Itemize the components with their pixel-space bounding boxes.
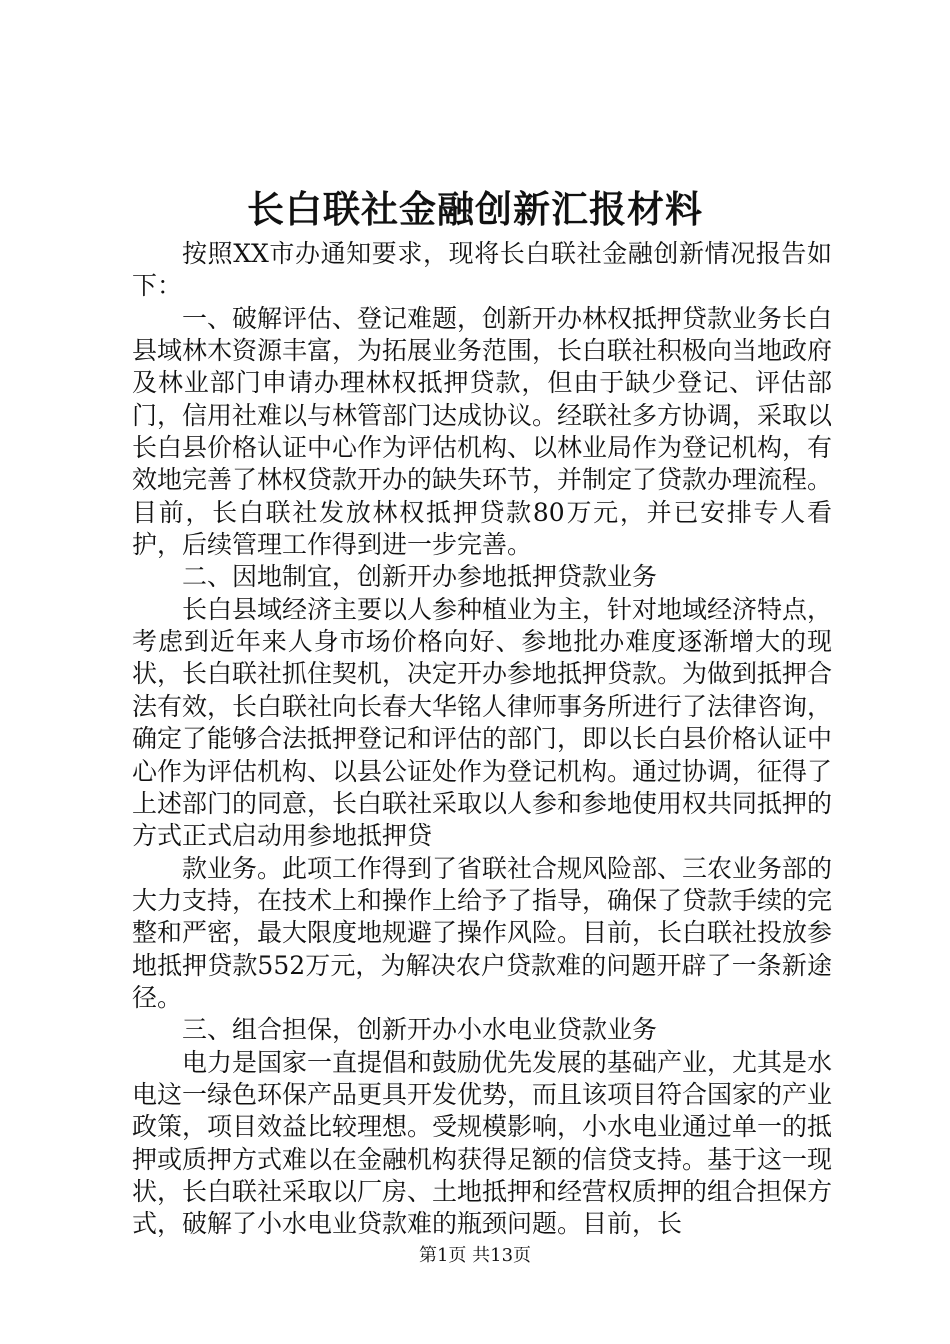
document-body [132, 238, 832, 1241]
paragraph-section-3-heading: 三、组合担保，创新开办小水电业贷款业务 [182, 1015, 658, 1045]
paragraph-section-2-heading: 二、因地制宜，创新开办参地抵押贷款业务 [182, 562, 658, 592]
page-footer: 第1页 共13页 [418, 1245, 532, 1266]
paragraph-intro: 按照XX市办通知要求，现将长白联社金融创新情况报告如下： [132, 239, 832, 301]
paragraph-section-1: 一、破解评估、登记难题，创新开办林权抵押贷款业务长白县域林木资源丰富，为拓展业务范围，长白联社积极向当地政府及林业部门申请办理林权抵押贷款，但由于缺少登记、评估部门，信用社难以与林管部门达成协议。经联社多方协调，采取以长白县价格认证中心作为评估机构、以林业局作为登记机构，有效地完善了林权贷款开办的缺失环节，并制定了贷款办理流程。目前，长白联社发放林权抵押贷款80万元，并已安排专人看护，后续管理工作得到进一步完善。 [132, 303, 833, 560]
paragraph-section-3-body: 电力是国家一直提倡和鼓励优先发展的基础产业，尤其是水电这一绿色环保产品更具开发优势，而且该项目符合国家的产业政策，项目效益比较理想。受规模影响，小水电业通过单一的抵押或质押方式难以在金融机构获得足额的信贷支持。基于这一现状，长白联社采取以厂房、土地抵押和经营权质押的组合担保方式，破解了小水电业贷款难的瓶颈问题。目前，长 [132, 1047, 833, 1239]
paragraph-section-2-continued: 款业务。此项工作得到了省联社合规风险部、三农业务部的大力支持，在技术上和操作上给予了指导，确保了贷款手续的完整和严密，最大限度地规避了操作风险。目前，长白联社投放参地抵押贷款552万元，为解决农户贷款难的问题开辟了一条新途径。 [132, 853, 833, 1012]
paragraph-section-2-body: 长白县域经济主要以人参种植业为主，针对地域经济特点，考虑到近年来人身市场价格向好、参地批办难度逐渐增大的现状，长白联社抓住契机，决定开办参地抵押贷款。为做到抵押合法有效，长白联社向长春大华铭人律师事务所进行了法律咨询，确定了能够合法抵押登记和评估的部门，即以长白县价格认证中心作为评估机构、以县公证处作为登记机构。通过协调，征得了上述部门的同意，长白联社采取以人参和参地使用权共同抵押的方式正式启动用参地抵押贷 [132, 594, 833, 851]
document-title: 长白联社金融创新汇报材料 [247, 187, 703, 231]
